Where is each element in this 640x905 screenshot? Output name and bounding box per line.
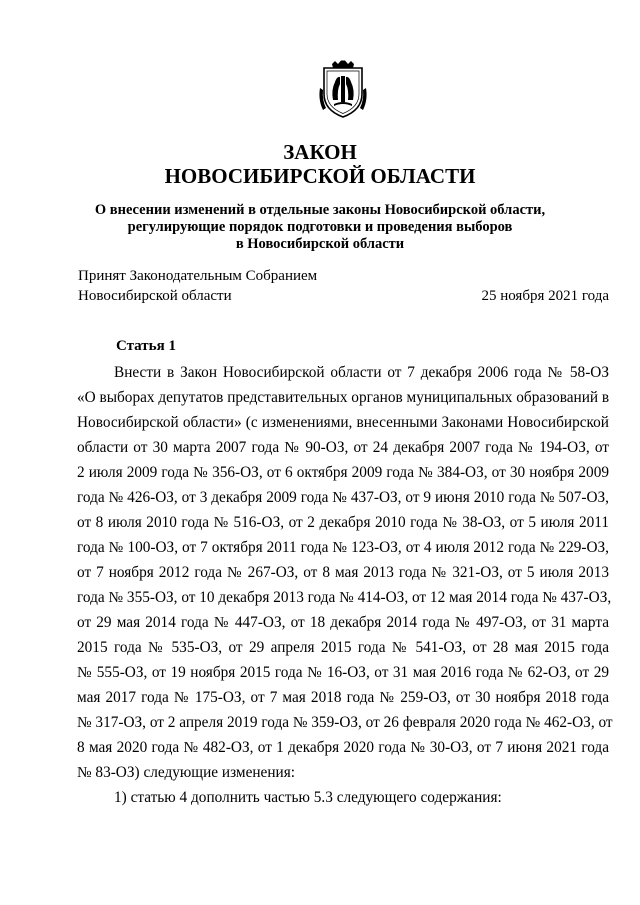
adoption-date: 25 ноября 2021 года [481, 288, 609, 304]
body-text-line: № 83-ОЗ) следующие изменения: [77, 764, 296, 781]
body-text-line: Внести в Закон Новосибирской области от 7 декабря 2006 года № 58-ОЗ [114, 364, 609, 381]
region-title: НОВОСИБИРСКОЙ ОБЛАСТИ [164, 164, 476, 188]
coat-of-arms-icon [318, 60, 368, 120]
body-text-line: 2 июля 2009 года № 356-ОЗ, от 6 октября 2009 года № 384-ОЗ, от 30 ноября 2009 [77, 464, 609, 481]
list-item: 1) статью 4 дополнить частью 5.3 следующего содержания: [114, 789, 502, 806]
body-text-line: от 29 мая 2014 года № 447-ОЗ, от 18 декабря 2014 года № 497-ОЗ, от 31 марта [77, 614, 609, 631]
law-subtitle-line: регулирующие порядок подготовки и проведения выборов [127, 219, 513, 235]
body-text-line: мая 2017 года № 175-ОЗ, от 7 мая 2018 года № 259-ОЗ, от 30 ноября 2018 года [77, 689, 609, 706]
body-text-line: области от 30 марта 2007 года № 90-ОЗ, от 24 декабря 2007 года № 194-ОЗ, от [77, 439, 609, 456]
body-text-line: года № 426-ОЗ, от 3 декабря 2009 года № 437-ОЗ, от 9 июня 2010 года № 507-ОЗ, [77, 489, 609, 506]
law-title: ЗАКОН [283, 140, 357, 164]
adopted-by-line: Новосибирской области [78, 288, 232, 304]
article-heading: Статья 1 [116, 338, 176, 354]
adopted-by-line: Принят Законодательным Собранием [78, 268, 318, 284]
body-text-line: «О выборах депутатов представительных органов муниципальных образований в [77, 389, 610, 406]
body-text-line: № 317-ОЗ, от 2 апреля 2019 года № 359-ОЗ, от 26 февраля 2020 года № 462-ОЗ, от [77, 714, 613, 731]
law-subtitle-line: в Новосибирской области [235, 236, 405, 252]
body-text-line: 8 мая 2020 года № 482-ОЗ, от 1 декабря 2020 года № 30-ОЗ, от 7 июня 2021 года [77, 739, 609, 756]
body-text-line: года № 355-ОЗ, от 10 декабря 2013 года № 414-ОЗ, от 12 мая 2014 года № 437-ОЗ, [77, 589, 612, 606]
law-subtitle-line: О внесении изменений в отдельные законы Новосибирской области, [94, 202, 546, 218]
body-text-line: № 555-ОЗ, от 19 ноября 2015 года № 16-ОЗ, от 31 мая 2016 года № 62-ОЗ, от 29 [77, 664, 609, 681]
body-text-line: от 8 июля 2010 года № 516-ОЗ, от 2 декабря 2010 года № 38-ОЗ, от 5 июля 2011 [77, 514, 609, 531]
body-text-line: 2015 года № 535-ОЗ, от 29 апреля 2015 года № 541-ОЗ, от 28 мая 2015 года [77, 639, 609, 656]
body-text-line: Новосибирской области» (с изменениями, внесенными Законами Новосибирской [77, 414, 609, 431]
body-text-line: от 7 ноября 2012 года № 267-ОЗ, от 8 мая 2013 года № 321-ОЗ, от 5 июля 2013 [77, 564, 609, 581]
body-text-line: года № 100-ОЗ, от 7 октября 2011 года № 123-ОЗ, от 4 июля 2012 года № 229-ОЗ, [77, 539, 609, 556]
